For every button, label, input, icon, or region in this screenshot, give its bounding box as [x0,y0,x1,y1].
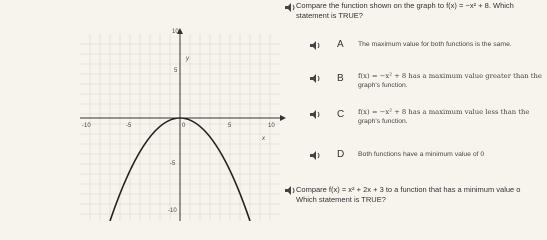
question-1-line1: Compare the function shown on the graph to f(x) = −x² + 8. Which [296,1,514,10]
graph-svg [0,0,290,221]
option-d[interactable] [290,150,547,172]
speaker-icon[interactable] [310,41,322,50]
tick-x-left: -10 [82,123,91,129]
question-1-line2: statement is TRUE? [296,11,363,20]
option-text-line1: f(x) = −x² + 8 has a maximum value less than the [358,108,530,116]
question-2-line2: Which statement is TRUE? [296,195,386,204]
tick-x-neg5: -5 [126,123,132,129]
option-text [358,71,543,91]
option-b[interactable] [290,71,547,93]
option-text-line1: The maximum value for both functions is the same. [358,41,512,48]
tick-x-5: 5 [228,123,232,129]
option-letter: A [337,39,344,50]
option-text-line1: Both functions have a minimum value of 0 [358,151,485,158]
question-2-line1: Compare f(x) = x² + 2x + 3 to a function that has a minimum value o [296,185,521,194]
tick-y-neg5: -5 [170,161,176,167]
tick-y-bottom: -10 [168,208,177,214]
option-text-line2: graph's function. [358,118,408,125]
option-letter: C [337,109,345,120]
function-graph [0,0,290,221]
tick-origin: 0 [182,123,186,129]
option-text [358,40,543,50]
question-1 [296,1,546,21]
x-axis-label: x [262,136,265,142]
tick-x-right: 10 [268,123,275,129]
option-text [358,107,543,127]
option-c[interactable] [290,107,547,129]
option-text-line1: f(x) = −x² + 8 has a maximum value greater than the [358,72,542,80]
speaker-icon[interactable] [310,74,322,83]
y-axis-label: y [186,56,189,62]
tick-y-top: 10 [172,29,179,35]
option-letter: D [337,149,345,160]
option-text-line2: graph's function. [358,82,408,89]
option-text [358,150,543,160]
option-letter: B [337,73,344,84]
option-a[interactable] [290,40,547,62]
question-2 [296,185,547,205]
speaker-icon[interactable] [310,151,322,160]
speaker-icon[interactable] [310,110,322,119]
tick-y-5: 5 [174,68,178,74]
